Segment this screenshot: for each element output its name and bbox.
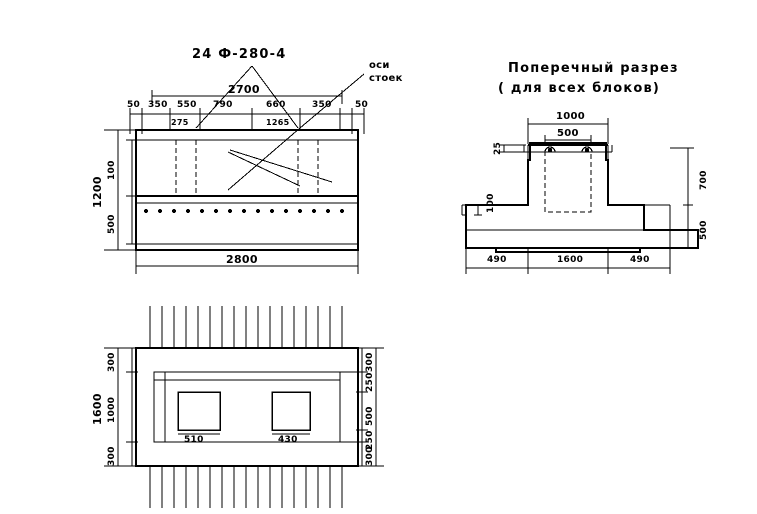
elev-bottom-2800: 2800 [226, 253, 258, 266]
plan-right-250-bottom: 250 [365, 430, 375, 450]
plan-left-300-top: 300 [107, 352, 117, 372]
elev-dim-2700: 2700 [228, 83, 260, 96]
elev-chain-790: 790 [213, 100, 233, 110]
section-dim-1600: 1600 [557, 255, 584, 265]
elev-chain-350-left: 350 [148, 100, 168, 110]
section-title-line1: Поперечный разрез [508, 61, 679, 76]
section-dim-490-right: 490 [630, 255, 650, 265]
plan-right-300-bottom: 300 [365, 446, 375, 466]
elev-chain-50-right: 50 [355, 100, 369, 110]
plan-left-1600: 1600 [91, 393, 104, 425]
bar-callout-title: 24 Ф-280-4 [192, 47, 287, 62]
section-dim-700: 700 [699, 170, 709, 190]
section-dim-1000: 1000 [556, 111, 586, 122]
plan-left-1000: 1000 [107, 396, 117, 423]
plan-left-300-bottom: 300 [107, 446, 117, 466]
elev-chain-660: 660 [266, 100, 286, 110]
axis-note-line1: оси [369, 60, 390, 71]
section-dim-500: 500 [557, 128, 579, 139]
section-dim-500-right: 500 [699, 220, 709, 240]
plan-right-500: 500 [365, 406, 375, 426]
section-dim-100: 100 [486, 193, 496, 213]
elev-chain-350-right: 350 [312, 100, 332, 110]
plan-opening-510: 510 [184, 435, 204, 445]
elev-left-1200: 1200 [91, 176, 104, 208]
elev-left-500: 500 [107, 214, 117, 234]
section-title-line2: ( для всех блоков) [498, 81, 661, 96]
axis-note-line2: стоек [369, 73, 403, 84]
plan-right-300-top: 300 [365, 352, 375, 372]
elev-chain-50-left: 50 [127, 100, 141, 110]
elev-left-100: 100 [107, 160, 117, 180]
elev-chain-550: 550 [177, 100, 197, 110]
section-dim-25: 25 [493, 141, 503, 155]
section-dim-490-left: 490 [487, 255, 507, 265]
plan-opening-430: 430 [278, 435, 298, 445]
plan-right-250-top: 250 [365, 372, 375, 392]
elev-inner-275: 275 [171, 118, 189, 127]
elev-inner-1265: 1265 [266, 118, 290, 127]
